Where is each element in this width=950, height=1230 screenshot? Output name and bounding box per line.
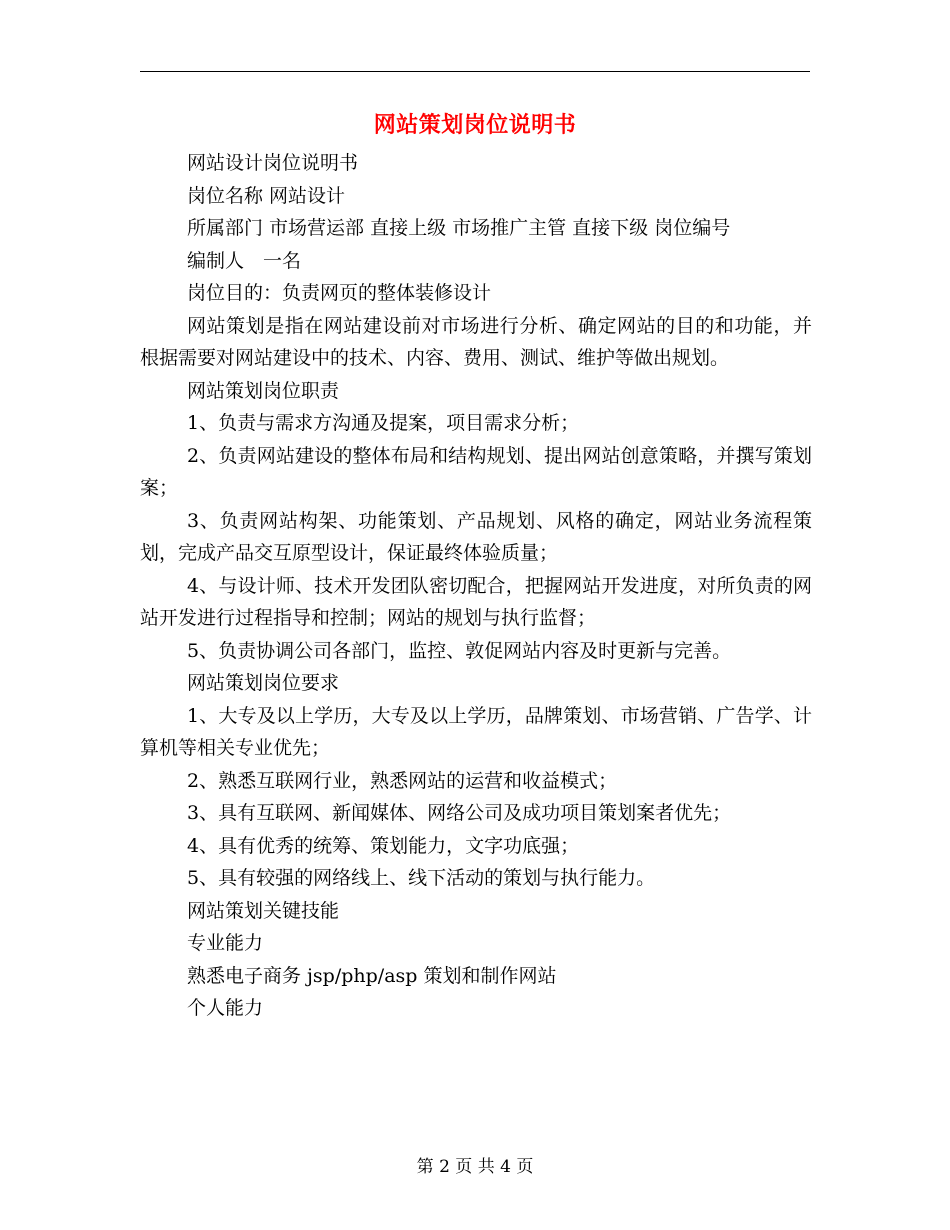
requirement-item-4: 4、具有优秀的统筹、策划能力，文字功底强； xyxy=(187,834,580,857)
section-heading-duties: 网站策划岗位职责 xyxy=(187,379,340,402)
section-heading-skills: 网站策划关键技能 xyxy=(187,899,340,922)
paragraph-definition: 网站策划是指在网站建设前对市场进行分析、确定网站的目的和功能，并根据需要对网站建设中的技术、内容、费用、测试、维护等做出规划。 xyxy=(140,314,812,369)
skill-item-professional: 熟悉电子商务 jsp/php/asp 策划和制作网站 xyxy=(187,964,557,987)
skill-heading-professional: 专业能力 xyxy=(187,932,264,954)
duty-item-2: 2、负责网站建设的整体布局和结构规划、提出网站创意策略，并撰写策划案； xyxy=(140,444,812,499)
document-body xyxy=(140,147,812,1025)
paragraph-subtitle: 网站设计岗位说明书 xyxy=(187,152,359,174)
paragraph-department: 所属部门 市场营运部 直接上级 市场推广主管 直接下级 岗位编号 xyxy=(187,217,731,239)
page-footer xyxy=(0,1155,950,1179)
duty-item-5: 5、负责协调公司各部门，监控、敦促网站内容及时更新与完善。 xyxy=(187,639,732,662)
paragraph-position-name: 岗位名称 网站设计 xyxy=(187,184,346,207)
duty-item-1: 1、负责与需求方沟通及提案，项目需求分析； xyxy=(187,412,580,434)
duty-item-3: 3、负责网站构架、功能策划、产品规划、风格的确定，网站业务流程策划，完成产品交互原型设计，保证最终体验质量； xyxy=(140,509,812,564)
duty-item-4: 4、与设计师、技术开发团队密切配合，把握网站开发进度，对所负责的网站开发进行过程指导和控制；网站的规划与执行监督； xyxy=(140,574,812,629)
requirement-item-1: 1、大专及以上学历，大专及以上学历，品牌策划、市场营销、广告学、计算机等相关专业优先； xyxy=(140,704,812,759)
page-number-label: 第 2 页 共 4 页 xyxy=(416,1157,534,1177)
document-title: 网站策划岗位说明书 xyxy=(373,112,577,138)
section-heading-requirements: 网站策划岗位要求 xyxy=(187,672,340,694)
skill-heading-personal: 个人能力 xyxy=(187,997,264,1019)
paragraph-purpose: 岗位目的：负责网页的整体装修设计 xyxy=(187,282,492,304)
requirement-item-2: 2、熟悉互联网行业，熟悉网站的运营和收益模式； xyxy=(187,769,618,792)
paragraph-headcount: 编制人 一名 xyxy=(187,249,302,272)
requirement-item-5: 5、具有较强的网络线上、线下活动的策划与执行能力。 xyxy=(187,867,656,889)
requirement-item-3: 3、具有互联网、新闻媒体、网络公司及成功项目策划案者优先； xyxy=(187,802,732,824)
header-rule xyxy=(140,71,810,72)
